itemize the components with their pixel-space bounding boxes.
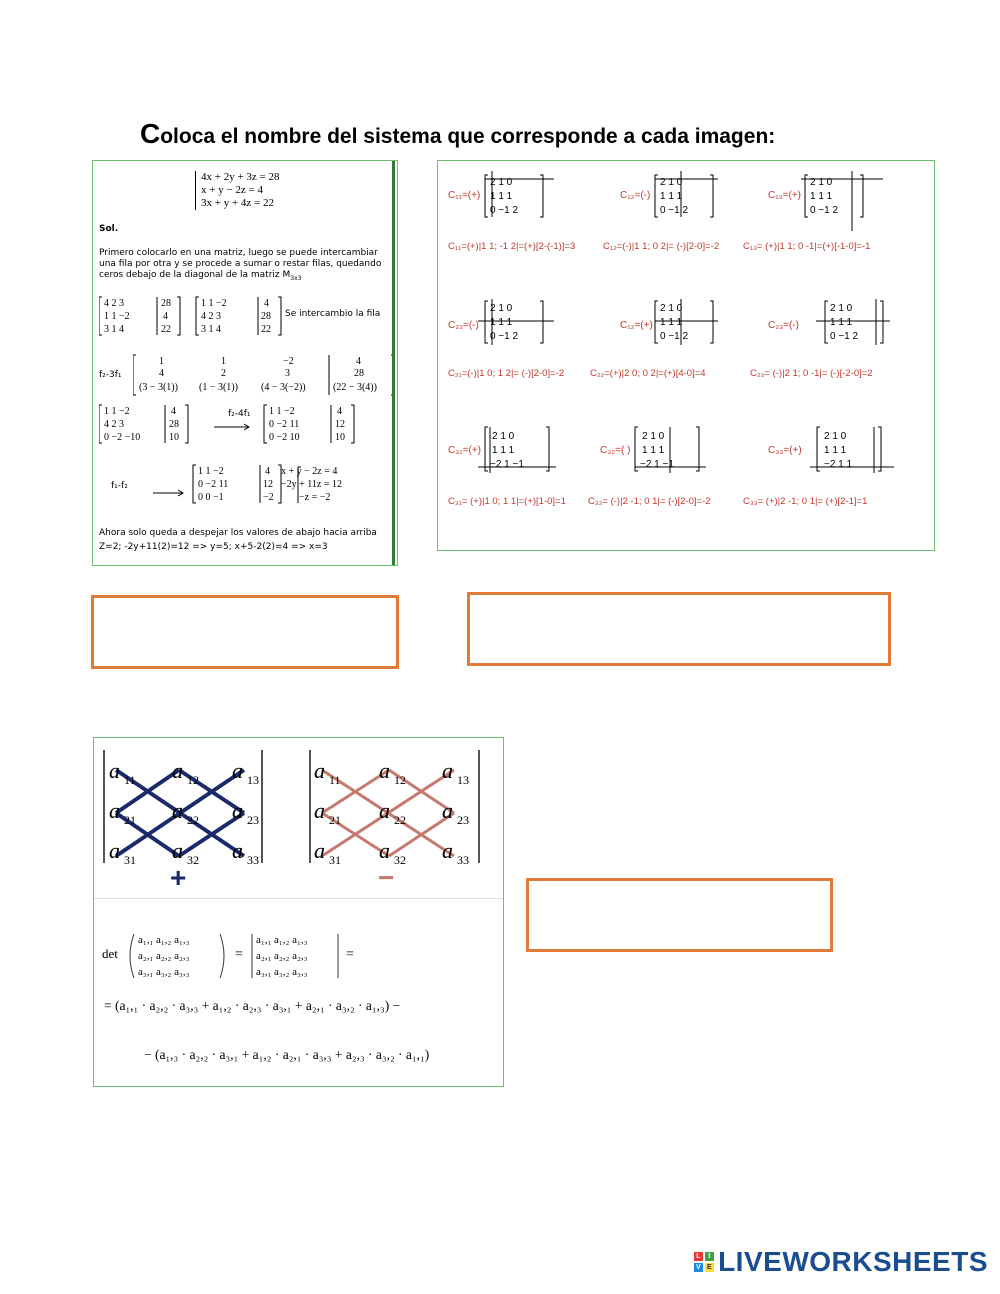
op-f1-f2: f₁-f₂ [111, 481, 128, 491]
svg-text:13: 13 [457, 773, 469, 787]
cofactor-block-c32b [600, 427, 706, 473]
svg-text:C₁₂=(-)|1 1; 0 2|= (-)[2-0]=-2: C₁₂=(-)|1 1; 0 2|= (-)[2-0]=-2 [603, 241, 720, 252]
svg-text:4: 4 [337, 406, 342, 417]
svg-text:(1 − 3(1)): (1 − 3(1)) [199, 382, 238, 393]
svg-text:1 1 −2: 1 1 −2 [198, 466, 224, 477]
svg-text:3 1 4: 3 1 4 [201, 324, 221, 335]
svg-text:4: 4 [356, 356, 361, 367]
svg-text:12: 12 [263, 479, 273, 490]
svg-text:a: a [379, 798, 390, 823]
svg-text:1 1 1: 1 1 1 [810, 191, 833, 202]
answer-box-3[interactable] [526, 878, 833, 952]
svg-text:13: 13 [247, 773, 259, 787]
svg-text:1 1 −2: 1 1 −2 [104, 406, 130, 417]
svg-text:=: = [346, 947, 354, 962]
svg-text:C₂₃= (-)|2 1; 0 -1|= (-)[-2-0]: C₂₃= (-)|2 1; 0 -1|= (-)[-2-0]=2 [750, 368, 873, 379]
cofactor-method-image [437, 160, 935, 551]
cofactor-block-c33 [768, 427, 894, 473]
svg-text:12: 12 [335, 419, 345, 430]
svg-text:3: 3 [285, 368, 290, 379]
op-f2-3f1: f₂-3f₁ [99, 370, 122, 380]
svg-text:4: 4 [171, 406, 176, 417]
op-f2-4f1: f₂-4f₁ [228, 409, 251, 419]
svg-text:a: a [442, 838, 453, 863]
svg-text:4: 4 [264, 298, 269, 309]
svg-text:2 1 0: 2 1 0 [642, 431, 665, 442]
svg-text:C₂₃=(-): C₂₃=(-) [768, 320, 800, 331]
svg-text:C₃₁= (+)|1 0; 1 1|=(+)[1-0]=1: C₃₁= (+)|1 0; 1 1|=(+)[1-0]=1 [448, 496, 566, 507]
sarrus-method-image [93, 737, 504, 1087]
svg-text:4 2 3: 4 2 3 [104, 298, 124, 309]
svg-text:C₂₂=(-): C₂₂=(-) [448, 320, 479, 331]
svg-text:a: a [172, 798, 183, 823]
svg-text:2: 2 [221, 368, 226, 379]
svg-text:C₁₃=(+): C₁₃=(+) [768, 190, 802, 201]
svg-text:C₃₃=(+): C₃₃=(+) [768, 445, 802, 456]
svg-text:2 1 0: 2 1 0 [660, 177, 683, 188]
svg-text:32: 32 [187, 853, 199, 867]
svg-text:1 1 1: 1 1 1 [492, 445, 515, 456]
svg-text:a₁,₁ a₁,₂ a₁,₃: a₁,₁ a₁,₂ a₁,₃ [256, 934, 308, 946]
cofactor-block-c11 [448, 171, 554, 217]
svg-text:−2 1 −1: −2 1 −1 [640, 459, 674, 470]
final-note: Ahora solo queda a despejar los valores de abajo hacia arriba [99, 528, 377, 538]
svg-text:1 1 1: 1 1 1 [660, 317, 683, 328]
cofactor-block-c31 [448, 427, 556, 473]
svg-text:11: 11 [329, 773, 341, 787]
svg-text:2 1 0: 2 1 0 [492, 431, 515, 442]
svg-text:a: a [442, 758, 453, 783]
svg-text:22: 22 [261, 324, 271, 335]
green-bar-right [392, 161, 395, 565]
svg-text:12: 12 [394, 773, 406, 787]
svg-text:0 −1 2: 0 −1 2 [490, 331, 519, 342]
page-title: Coloca el nombre del sistema que corresponde a cada imagen: [140, 118, 776, 149]
svg-text:a: a [314, 838, 325, 863]
svg-text:C₁₃= (+)|1 1; 0 -1|=(+)[-1-0]=: C₁₃= (+)|1 1; 0 -1|=(+)[-1-0]=-1 [743, 241, 871, 252]
cofactor-block-c23 [768, 299, 890, 345]
svg-text:2 1 0: 2 1 0 [810, 177, 833, 188]
svg-text:2 1 0: 2 1 0 [490, 303, 513, 314]
svg-text:12: 12 [187, 773, 199, 787]
svg-text:0 0 −1: 0 0 −1 [198, 492, 224, 503]
svg-text:C₁₁=(+): C₁₁=(+) [448, 190, 481, 201]
svg-text:C₁₁=(+)|1 1; -1 2|=(+)[2-(-1)]: C₁₁=(+)|1 1; -1 2|=(+)[2-(-1)]=3 [448, 241, 576, 252]
svg-text:0 −1 2: 0 −1 2 [490, 205, 519, 216]
svg-text:−2 1 −1: −2 1 −1 [490, 459, 524, 470]
svg-text:28: 28 [261, 311, 271, 322]
svg-text:C₃₂=( ): C₃₂=( ) [600, 445, 631, 456]
svg-text:C₁₂=(+): C₁₂=(+) [620, 320, 653, 331]
svg-text:−2: −2 [263, 492, 274, 503]
svg-text:0 −2 11: 0 −2 11 [269, 419, 300, 430]
logo-text: LIVEWORKSHEETS [718, 1246, 988, 1277]
svg-text:1 1 −2: 1 1 −2 [104, 311, 130, 322]
svg-text:a₁,₁ a₁,₂ a₁,₃: a₁,₁ a₁,₂ a₁,₃ [138, 934, 190, 946]
svg-text:4 2 3: 4 2 3 [201, 311, 221, 322]
svg-text:0 −2 11: 0 −2 11 [198, 479, 229, 490]
svg-text:a: a [442, 798, 453, 823]
swap-note: Se intercambio la fila [285, 309, 381, 319]
plus-sign: + [170, 862, 187, 893]
svg-text:C₂₂=(+)|2 0; 0 2|=(+)[4-0]=4: C₂₂=(+)|2 0; 0 2|=(+)[4-0]=4 [590, 368, 706, 379]
minus-sign: − [378, 862, 395, 893]
svg-text:4: 4 [265, 466, 270, 477]
svg-text:2 1 0: 2 1 0 [830, 303, 853, 314]
cofactor-block-c12 [620, 171, 718, 217]
svg-text:22: 22 [394, 813, 406, 827]
svg-text:a: a [109, 758, 120, 783]
svg-text:a₂,₁ a₂,₂ a₂,₃: a₂,₁ a₂,₂ a₂,₃ [138, 950, 190, 962]
svg-text:0 −1 2: 0 −1 2 [660, 205, 689, 216]
cofactor-block-c32 [620, 299, 718, 345]
svg-text:3 1 4: 3 1 4 [104, 324, 124, 335]
svg-text:23: 23 [247, 813, 259, 827]
svg-text:a: a [379, 838, 390, 863]
svg-text:2 1 0: 2 1 0 [660, 303, 683, 314]
svg-text:11: 11 [124, 773, 136, 787]
original-system: 4x + 2y + 3z = 28 x + y − 2z = 4 3x + y + 4z = 22 [195, 171, 280, 210]
svg-text:a: a [379, 758, 390, 783]
svg-text:1: 1 [221, 356, 226, 367]
sarrus-diagram [94, 738, 503, 898]
svg-text:C₂₁=(-)|1 0; 1 2|= (-)[2-0]=-2: C₂₁=(-)|1 0; 1 2|= (-)[2-0]=-2 [448, 368, 565, 379]
svg-text:0 −1 2: 0 −1 2 [810, 205, 839, 216]
intro-text: Primero colocarlo en una matriz, luego se puede intercambiar una fila por otra y se procede a sumar o restar filas, quedando ceros debajo de la diagonal de la matriz $M_{3x3}$ [99, 248, 382, 282]
svg-text:(4 − 3(−2)): (4 − 3(−2)) [261, 382, 306, 393]
svg-text:10: 10 [169, 432, 179, 443]
svg-text:31: 31 [124, 853, 136, 867]
svg-text:a₃,₁ a₃,₂ a₃,₃: a₃,₁ a₃,₂ a₃,₃ [256, 966, 308, 978]
liveworksheets-logo [694, 1246, 988, 1278]
svg-text:2 1 0: 2 1 0 [490, 177, 513, 188]
svg-text:0 −2 10: 0 −2 10 [269, 432, 300, 443]
svg-text:0 −2 −10: 0 −2 −10 [104, 432, 141, 443]
svg-text:a: a [109, 798, 120, 823]
sarrus-divider [94, 898, 503, 899]
svg-text:(3 − 3(1)): (3 − 3(1)) [139, 382, 178, 393]
svg-text:0 −1 2: 0 −1 2 [830, 331, 859, 342]
svg-text:a₃,₁ a₃,₂ a₃,₃: a₃,₁ a₃,₂ a₃,₃ [138, 966, 190, 978]
svg-text:a: a [232, 798, 243, 823]
svg-text:1 1 1: 1 1 1 [824, 445, 847, 456]
reduced-system: x + y − 2z = 4 −2y + 11z = 12 −z = −2 [281, 466, 342, 503]
svg-text:C₁₂=(-): C₁₂=(-) [620, 190, 651, 201]
svg-text:4 2 3: 4 2 3 [104, 419, 124, 430]
svg-text:a: a [314, 758, 325, 783]
svg-text:22: 22 [187, 813, 199, 827]
svg-text:31: 31 [329, 853, 341, 867]
svg-text:1 1 −2: 1 1 −2 [201, 298, 227, 309]
det-matrix-expression [102, 928, 402, 984]
answer-box-1[interactable] [91, 595, 399, 669]
svg-text:21: 21 [329, 813, 341, 827]
formula-line-1: = (a₁,₁ · a₂,₂ · a₃,₃ + a₁,₂ · a₂,₃ · a₃,₁ + a₂,₁ · a₃,₂ · a₁,₃) − [104, 998, 401, 1013]
final-values: Z=2; -2y+11(2)=12 => y=5; x+5-2(2)=4 => x=3 [99, 542, 328, 552]
svg-text:C₃₂= (-)|2 -1; 0 1|= (-)[2-0]=: C₃₂= (-)|2 -1; 0 1|= (-)[2-0]=-2 [588, 496, 711, 507]
svg-text:33: 33 [247, 853, 259, 867]
svg-text:a: a [109, 838, 120, 863]
svg-text:10: 10 [335, 432, 345, 443]
svg-text:a: a [314, 798, 325, 823]
svg-text:a: a [172, 758, 183, 783]
gauss-method-image [92, 160, 398, 566]
svg-text:1 1 1: 1 1 1 [642, 445, 665, 456]
svg-text:C₃₃= (+)|2 -1; 0 1|= (+)[2-1]=: C₃₃= (+)|2 -1; 0 1|= (+)[2-1]=1 [743, 496, 868, 507]
svg-text:a: a [232, 758, 243, 783]
svg-text:C₃₁=(+): C₃₁=(+) [448, 445, 482, 456]
svg-text:a₂,₁ a₂,₂ a₂,₃: a₂,₁ a₂,₂ a₂,₃ [256, 950, 308, 962]
svg-text:1: 1 [159, 356, 164, 367]
svg-text:−2 1 1: −2 1 1 [824, 459, 853, 470]
svg-text:1 1 1: 1 1 1 [490, 317, 513, 328]
svg-text:33: 33 [457, 853, 469, 867]
answer-box-2[interactable] [467, 592, 891, 666]
svg-text:28: 28 [354, 368, 364, 379]
logo-icon: L I V E [695, 1253, 713, 1271]
matrix-step2 [133, 353, 395, 397]
svg-text:1 1 1: 1 1 1 [660, 191, 683, 202]
svg-text:4: 4 [163, 311, 168, 322]
svg-text:2 1 0: 2 1 0 [824, 431, 847, 442]
svg-text:28: 28 [169, 419, 179, 430]
matrix-step4 [143, 463, 393, 505]
svg-text:−2: −2 [283, 356, 294, 367]
svg-text:22: 22 [161, 324, 171, 335]
svg-text:(22 − 3(4)): (22 − 3(4)) [333, 382, 377, 393]
cofactor-grid [438, 161, 934, 550]
svg-text:21: 21 [124, 813, 136, 827]
svg-text:a: a [172, 838, 183, 863]
svg-text:=: = [235, 947, 243, 962]
svg-text:4: 4 [159, 368, 164, 379]
svg-text:28: 28 [161, 298, 171, 309]
sol-label: Sol. [99, 224, 119, 234]
svg-text:a: a [232, 838, 243, 863]
svg-text:0 −1 2: 0 −1 2 [660, 331, 689, 342]
svg-text:det: det [102, 946, 118, 961]
svg-text:23: 23 [457, 813, 469, 827]
svg-text:1 1 −2: 1 1 −2 [269, 406, 295, 417]
cofactor-block-c22 [448, 299, 554, 345]
svg-text:1 1 1: 1 1 1 [830, 317, 853, 328]
cofactor-block-c13 [768, 171, 883, 231]
formula-line-2: − (a₁,₃ · a₂,₂ · a₃,₁ + a₁,₂ · a₂,₁ · a₃,₃ + a₂,₃ · a₃,₂ · a₁,₁) [144, 1047, 430, 1062]
svg-text:32: 32 [394, 853, 406, 867]
svg-text:1 1 1: 1 1 1 [490, 191, 513, 202]
